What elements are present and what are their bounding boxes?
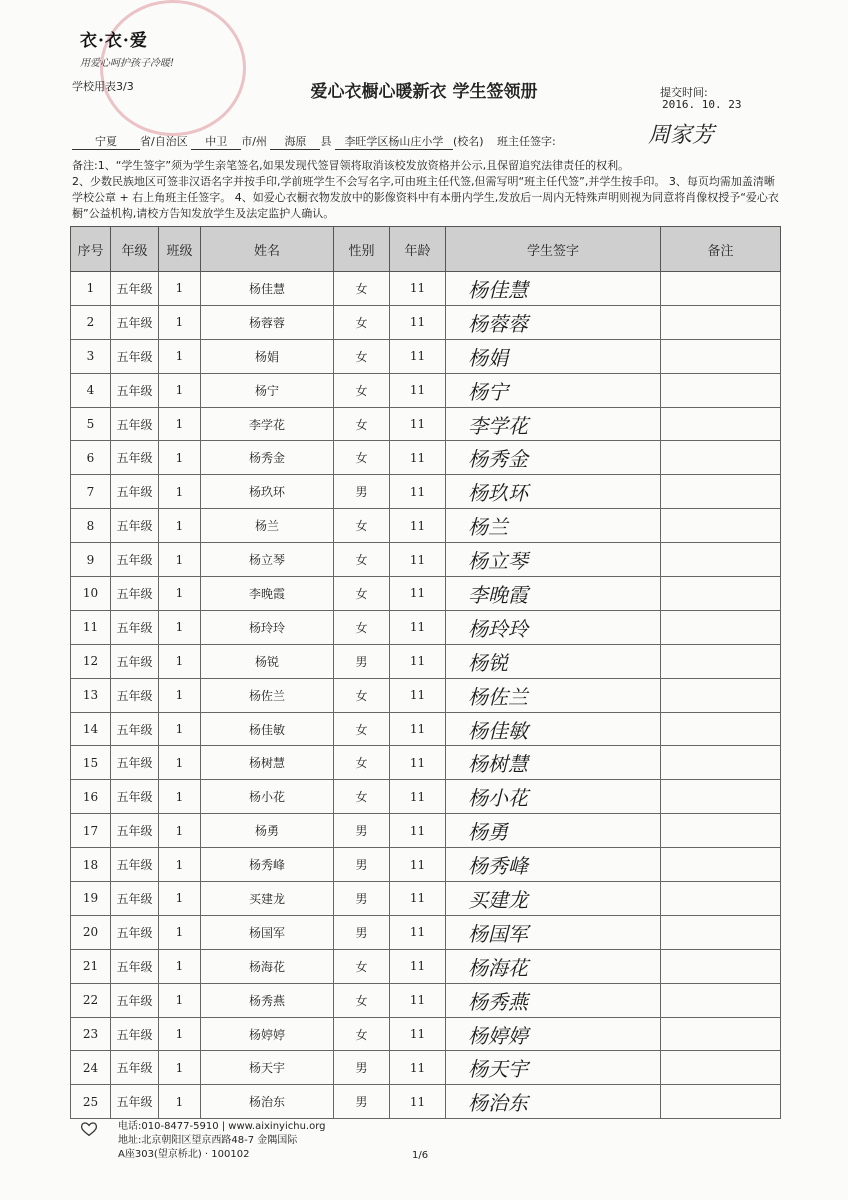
table-row bbox=[71, 577, 781, 611]
row-remark bbox=[661, 610, 781, 644]
row-no: 25 bbox=[71, 1085, 111, 1119]
row-remark bbox=[661, 983, 781, 1017]
row-no: 24 bbox=[71, 1051, 111, 1085]
table-row bbox=[71, 509, 781, 543]
row-age: 11 bbox=[390, 915, 446, 949]
row-age: 11 bbox=[390, 407, 446, 441]
footer bbox=[118, 1120, 326, 1162]
row-name: 杨海花 bbox=[201, 949, 334, 983]
submit-time-label: 提交时间: bbox=[660, 86, 708, 99]
table-row bbox=[71, 543, 781, 577]
row-class: 1 bbox=[159, 983, 201, 1017]
submit-date: 2016. 10. 23 bbox=[662, 98, 742, 111]
table-row bbox=[71, 814, 781, 848]
row-no: 7 bbox=[71, 475, 111, 509]
row-class: 1 bbox=[159, 509, 201, 543]
row-class: 1 bbox=[159, 543, 201, 577]
row-remark bbox=[661, 780, 781, 814]
row-no: 17 bbox=[71, 814, 111, 848]
row-gender: 女 bbox=[334, 373, 390, 407]
row-signature: 杨佳敏 bbox=[446, 712, 661, 746]
row-gender: 女 bbox=[334, 1017, 390, 1051]
row-no: 19 bbox=[71, 882, 111, 916]
row-no: 15 bbox=[71, 746, 111, 780]
row-gender: 女 bbox=[334, 339, 390, 373]
row-class: 1 bbox=[159, 407, 201, 441]
row-name: 杨国军 bbox=[201, 915, 334, 949]
row-grade: 五年级 bbox=[111, 272, 159, 306]
row-class: 1 bbox=[159, 475, 201, 509]
row-age: 11 bbox=[390, 1085, 446, 1119]
row-class: 1 bbox=[159, 1017, 201, 1051]
row-gender: 女 bbox=[334, 441, 390, 475]
province-value: 宁夏 bbox=[72, 133, 140, 150]
row-class: 1 bbox=[159, 712, 201, 746]
row-no: 8 bbox=[71, 509, 111, 543]
row-signature: 杨秀燕 bbox=[446, 983, 661, 1017]
row-grade: 五年级 bbox=[111, 373, 159, 407]
row-remark bbox=[661, 644, 781, 678]
row-grade: 五年级 bbox=[111, 441, 159, 475]
table-row bbox=[71, 475, 781, 509]
row-class: 1 bbox=[159, 339, 201, 373]
row-no: 3 bbox=[71, 339, 111, 373]
table-row bbox=[71, 1017, 781, 1051]
row-class: 1 bbox=[159, 644, 201, 678]
row-grade: 五年级 bbox=[111, 644, 159, 678]
table-row bbox=[71, 848, 781, 882]
row-signature: 杨树慧 bbox=[446, 746, 661, 780]
row-grade: 五年级 bbox=[111, 780, 159, 814]
row-remark bbox=[661, 882, 781, 916]
row-signature: 杨国军 bbox=[446, 915, 661, 949]
row-grade: 五年级 bbox=[111, 983, 159, 1017]
header-signature: 学生签字 bbox=[446, 227, 661, 272]
row-grade: 五年级 bbox=[111, 882, 159, 916]
row-name: 杨玖环 bbox=[201, 475, 334, 509]
province-label: 省/自治区 bbox=[140, 135, 188, 148]
table-row bbox=[71, 678, 781, 712]
table-row bbox=[71, 712, 781, 746]
page-number: 1/6 bbox=[412, 1150, 429, 1161]
row-remark bbox=[661, 441, 781, 475]
notes-line-1: 备注:1、“学生签字”须为学生亲笔签名,如果发现代签冒领将取消该校发放资格并公示,且保留追究法律责任的权利。 bbox=[72, 159, 630, 172]
row-grade: 五年级 bbox=[111, 915, 159, 949]
row-no: 22 bbox=[71, 983, 111, 1017]
heart-icon bbox=[80, 1120, 98, 1138]
row-class: 1 bbox=[159, 678, 201, 712]
row-grade: 五年级 bbox=[111, 1051, 159, 1085]
row-no: 2 bbox=[71, 305, 111, 339]
row-class: 1 bbox=[159, 577, 201, 611]
row-gender: 女 bbox=[334, 272, 390, 306]
row-class: 1 bbox=[159, 305, 201, 339]
row-age: 11 bbox=[390, 983, 446, 1017]
row-grade: 五年级 bbox=[111, 610, 159, 644]
teacher-sign-label: 班主任签字: bbox=[497, 135, 556, 148]
row-signature: 杨玖环 bbox=[446, 475, 661, 509]
row-no: 1 bbox=[71, 272, 111, 306]
row-age: 11 bbox=[390, 678, 446, 712]
row-grade: 五年级 bbox=[111, 1085, 159, 1119]
row-age: 11 bbox=[390, 509, 446, 543]
table-row bbox=[71, 373, 781, 407]
row-remark bbox=[661, 848, 781, 882]
row-signature: 李学花 bbox=[446, 407, 661, 441]
row-name: 杨天宇 bbox=[201, 1051, 334, 1085]
row-grade: 五年级 bbox=[111, 475, 159, 509]
row-signature: 杨玲玲 bbox=[446, 610, 661, 644]
row-signature: 杨佐兰 bbox=[446, 678, 661, 712]
row-gender: 男 bbox=[334, 814, 390, 848]
row-age: 11 bbox=[390, 746, 446, 780]
row-grade: 五年级 bbox=[111, 577, 159, 611]
row-signature: 李晚霞 bbox=[446, 577, 661, 611]
row-remark bbox=[661, 272, 781, 306]
row-gender: 女 bbox=[334, 949, 390, 983]
school-value: 李旺学区杨山庄小学 bbox=[335, 133, 453, 150]
row-remark bbox=[661, 373, 781, 407]
table-row bbox=[71, 610, 781, 644]
sign-sheet-table bbox=[70, 226, 781, 1119]
row-no: 11 bbox=[71, 610, 111, 644]
row-signature: 杨锐 bbox=[446, 644, 661, 678]
table-row bbox=[71, 746, 781, 780]
row-name: 杨蓉蓉 bbox=[201, 305, 334, 339]
row-name: 杨佳敏 bbox=[201, 712, 334, 746]
row-no: 21 bbox=[71, 949, 111, 983]
header-class: 班级 bbox=[159, 227, 201, 272]
row-signature: 杨秀峰 bbox=[446, 848, 661, 882]
footer-address-2: A座303(望京桥北) · 100102 bbox=[118, 1149, 250, 1160]
header-gender: 性别 bbox=[334, 227, 390, 272]
row-class: 1 bbox=[159, 1085, 201, 1119]
row-gender: 男 bbox=[334, 1051, 390, 1085]
row-class: 1 bbox=[159, 746, 201, 780]
row-remark bbox=[661, 1017, 781, 1051]
row-remark bbox=[661, 1085, 781, 1119]
row-gender: 女 bbox=[334, 678, 390, 712]
row-class: 1 bbox=[159, 1051, 201, 1085]
row-signature: 杨小花 bbox=[446, 780, 661, 814]
school-label: (校名) bbox=[452, 135, 484, 148]
row-signature: 杨婷婷 bbox=[446, 1017, 661, 1051]
table-row bbox=[71, 983, 781, 1017]
table-row bbox=[71, 882, 781, 916]
row-name: 杨婷婷 bbox=[201, 1017, 334, 1051]
row-name: 杨秀金 bbox=[201, 441, 334, 475]
row-signature: 杨治东 bbox=[446, 1085, 661, 1119]
row-name: 杨娟 bbox=[201, 339, 334, 373]
row-age: 11 bbox=[390, 441, 446, 475]
row-age: 11 bbox=[390, 1017, 446, 1051]
row-grade: 五年级 bbox=[111, 407, 159, 441]
row-gender: 女 bbox=[334, 746, 390, 780]
row-grade: 五年级 bbox=[111, 712, 159, 746]
row-age: 11 bbox=[390, 814, 446, 848]
row-remark bbox=[661, 543, 781, 577]
row-grade: 五年级 bbox=[111, 746, 159, 780]
row-age: 11 bbox=[390, 780, 446, 814]
row-signature: 杨勇 bbox=[446, 814, 661, 848]
row-signature: 杨蓉蓉 bbox=[446, 305, 661, 339]
header-remark: 备注 bbox=[661, 227, 781, 272]
row-remark bbox=[661, 1051, 781, 1085]
row-remark bbox=[661, 407, 781, 441]
row-no: 18 bbox=[71, 848, 111, 882]
logo bbox=[80, 26, 174, 69]
row-signature: 杨海花 bbox=[446, 949, 661, 983]
row-name: 杨治东 bbox=[201, 1085, 334, 1119]
row-name: 李晚霞 bbox=[201, 577, 334, 611]
row-name: 杨佳慧 bbox=[201, 272, 334, 306]
notes bbox=[72, 158, 782, 222]
row-no: 14 bbox=[71, 712, 111, 746]
row-class: 1 bbox=[159, 882, 201, 916]
row-age: 11 bbox=[390, 848, 446, 882]
row-signature: 杨天宇 bbox=[446, 1051, 661, 1085]
notes-line-2: 2、少数民族地区可签非汉语名字并按手印,学前班学生不会写名字,可由班主任代签,但需写明“班主任代签”,并学生按手印。 3、每页均需加盖清晰学校公章 + 右上角班主任签字。 4、如爱心衣橱衣物发放中的影像资料中有本册内学生,发放后一周内无特殊声明则视为同意将肖像权授予“爱心衣橱”公益机构,请校方告知发放学生及法定监护人确认。 bbox=[72, 175, 779, 220]
row-age: 11 bbox=[390, 543, 446, 577]
row-class: 1 bbox=[159, 949, 201, 983]
county-value: 海原 bbox=[270, 133, 320, 150]
row-name: 杨立琴 bbox=[201, 543, 334, 577]
page-title: 爱心衣橱心暖新衣 学生签领册 bbox=[310, 82, 538, 102]
row-name: 杨佐兰 bbox=[201, 678, 334, 712]
row-grade: 五年级 bbox=[111, 339, 159, 373]
row-grade: 五年级 bbox=[111, 543, 159, 577]
row-class: 1 bbox=[159, 848, 201, 882]
row-remark bbox=[661, 305, 781, 339]
row-age: 11 bbox=[390, 577, 446, 611]
footer-phone: 电话:010-8477-5910 | www.aixinyichu.org bbox=[118, 1121, 326, 1132]
table-row bbox=[71, 1085, 781, 1119]
row-remark bbox=[661, 814, 781, 848]
row-gender: 女 bbox=[334, 983, 390, 1017]
row-class: 1 bbox=[159, 780, 201, 814]
city-label: 市/州 bbox=[241, 135, 267, 148]
logo-text: 衣·衣·爱 bbox=[80, 31, 148, 51]
row-grade: 五年级 bbox=[111, 305, 159, 339]
row-age: 11 bbox=[390, 712, 446, 746]
row-gender: 男 bbox=[334, 644, 390, 678]
row-no: 13 bbox=[71, 678, 111, 712]
row-no: 20 bbox=[71, 915, 111, 949]
row-remark bbox=[661, 712, 781, 746]
row-grade: 五年级 bbox=[111, 848, 159, 882]
table-row bbox=[71, 644, 781, 678]
row-name: 杨锐 bbox=[201, 644, 334, 678]
row-name: 杨秀燕 bbox=[201, 983, 334, 1017]
row-gender: 女 bbox=[334, 610, 390, 644]
row-remark bbox=[661, 746, 781, 780]
row-signature: 杨宁 bbox=[446, 373, 661, 407]
row-grade: 五年级 bbox=[111, 814, 159, 848]
table-row bbox=[71, 780, 781, 814]
row-gender: 男 bbox=[334, 848, 390, 882]
row-signature: 杨立琴 bbox=[446, 543, 661, 577]
table-row bbox=[71, 1051, 781, 1085]
row-grade: 五年级 bbox=[111, 949, 159, 983]
table-row bbox=[71, 407, 781, 441]
row-no: 12 bbox=[71, 644, 111, 678]
row-class: 1 bbox=[159, 814, 201, 848]
region-line bbox=[72, 133, 556, 150]
row-class: 1 bbox=[159, 441, 201, 475]
row-age: 11 bbox=[390, 1051, 446, 1085]
table-header-row bbox=[71, 227, 781, 272]
row-name: 杨宁 bbox=[201, 373, 334, 407]
row-no: 6 bbox=[71, 441, 111, 475]
table-row bbox=[71, 339, 781, 373]
row-remark bbox=[661, 339, 781, 373]
row-gender: 女 bbox=[334, 543, 390, 577]
row-gender: 女 bbox=[334, 577, 390, 611]
row-age: 11 bbox=[390, 949, 446, 983]
row-name: 杨秀峰 bbox=[201, 848, 334, 882]
row-gender: 男 bbox=[334, 475, 390, 509]
row-age: 11 bbox=[390, 644, 446, 678]
table-row bbox=[71, 915, 781, 949]
row-grade: 五年级 bbox=[111, 509, 159, 543]
row-gender: 女 bbox=[334, 712, 390, 746]
row-age: 11 bbox=[390, 373, 446, 407]
teacher-signature: 周家芳 bbox=[648, 123, 715, 148]
row-gender: 女 bbox=[334, 780, 390, 814]
row-remark bbox=[661, 678, 781, 712]
row-no: 4 bbox=[71, 373, 111, 407]
row-remark bbox=[661, 949, 781, 983]
row-age: 11 bbox=[390, 475, 446, 509]
row-no: 9 bbox=[71, 543, 111, 577]
footer-address-1: 地址:北京朝阳区望京西路48-7 金隅国际 bbox=[118, 1135, 298, 1146]
header-no: 序号 bbox=[71, 227, 111, 272]
logo-slogan: 用爱心呵护孩子冷暖! bbox=[80, 58, 175, 69]
row-no: 23 bbox=[71, 1017, 111, 1051]
row-signature: 杨兰 bbox=[446, 509, 661, 543]
table-row bbox=[71, 272, 781, 306]
row-no: 5 bbox=[71, 407, 111, 441]
table-row bbox=[71, 441, 781, 475]
county-label: 县 bbox=[320, 135, 332, 148]
row-signature: 买建龙 bbox=[446, 882, 661, 916]
row-age: 11 bbox=[390, 339, 446, 373]
row-age: 11 bbox=[390, 610, 446, 644]
table-row bbox=[71, 305, 781, 339]
header-age: 年龄 bbox=[390, 227, 446, 272]
row-name: 杨玲玲 bbox=[201, 610, 334, 644]
row-gender: 女 bbox=[334, 509, 390, 543]
row-gender: 男 bbox=[334, 882, 390, 916]
city-value: 中卫 bbox=[191, 133, 241, 150]
form-number: 学校用表3/3 bbox=[72, 80, 134, 93]
row-name: 杨兰 bbox=[201, 509, 334, 543]
row-gender: 女 bbox=[334, 407, 390, 441]
table-row bbox=[71, 949, 781, 983]
row-name: 买建龙 bbox=[201, 882, 334, 916]
row-class: 1 bbox=[159, 610, 201, 644]
row-name: 杨小花 bbox=[201, 780, 334, 814]
header-name: 姓名 bbox=[201, 227, 334, 272]
row-grade: 五年级 bbox=[111, 678, 159, 712]
row-signature: 杨佳慧 bbox=[446, 272, 661, 306]
row-class: 1 bbox=[159, 272, 201, 306]
row-grade: 五年级 bbox=[111, 1017, 159, 1051]
row-no: 10 bbox=[71, 577, 111, 611]
row-age: 11 bbox=[390, 305, 446, 339]
row-age: 11 bbox=[390, 882, 446, 916]
row-class: 1 bbox=[159, 373, 201, 407]
row-remark bbox=[661, 915, 781, 949]
row-remark bbox=[661, 509, 781, 543]
header-grade: 年级 bbox=[111, 227, 159, 272]
row-name: 杨树慧 bbox=[201, 746, 334, 780]
row-signature: 杨娟 bbox=[446, 339, 661, 373]
row-gender: 男 bbox=[334, 1085, 390, 1119]
row-name: 杨勇 bbox=[201, 814, 334, 848]
row-signature: 杨秀金 bbox=[446, 441, 661, 475]
row-no: 16 bbox=[71, 780, 111, 814]
row-gender: 女 bbox=[334, 305, 390, 339]
row-remark bbox=[661, 475, 781, 509]
row-remark bbox=[661, 577, 781, 611]
row-gender: 男 bbox=[334, 915, 390, 949]
row-age: 11 bbox=[390, 272, 446, 306]
row-name: 李学花 bbox=[201, 407, 334, 441]
row-class: 1 bbox=[159, 915, 201, 949]
